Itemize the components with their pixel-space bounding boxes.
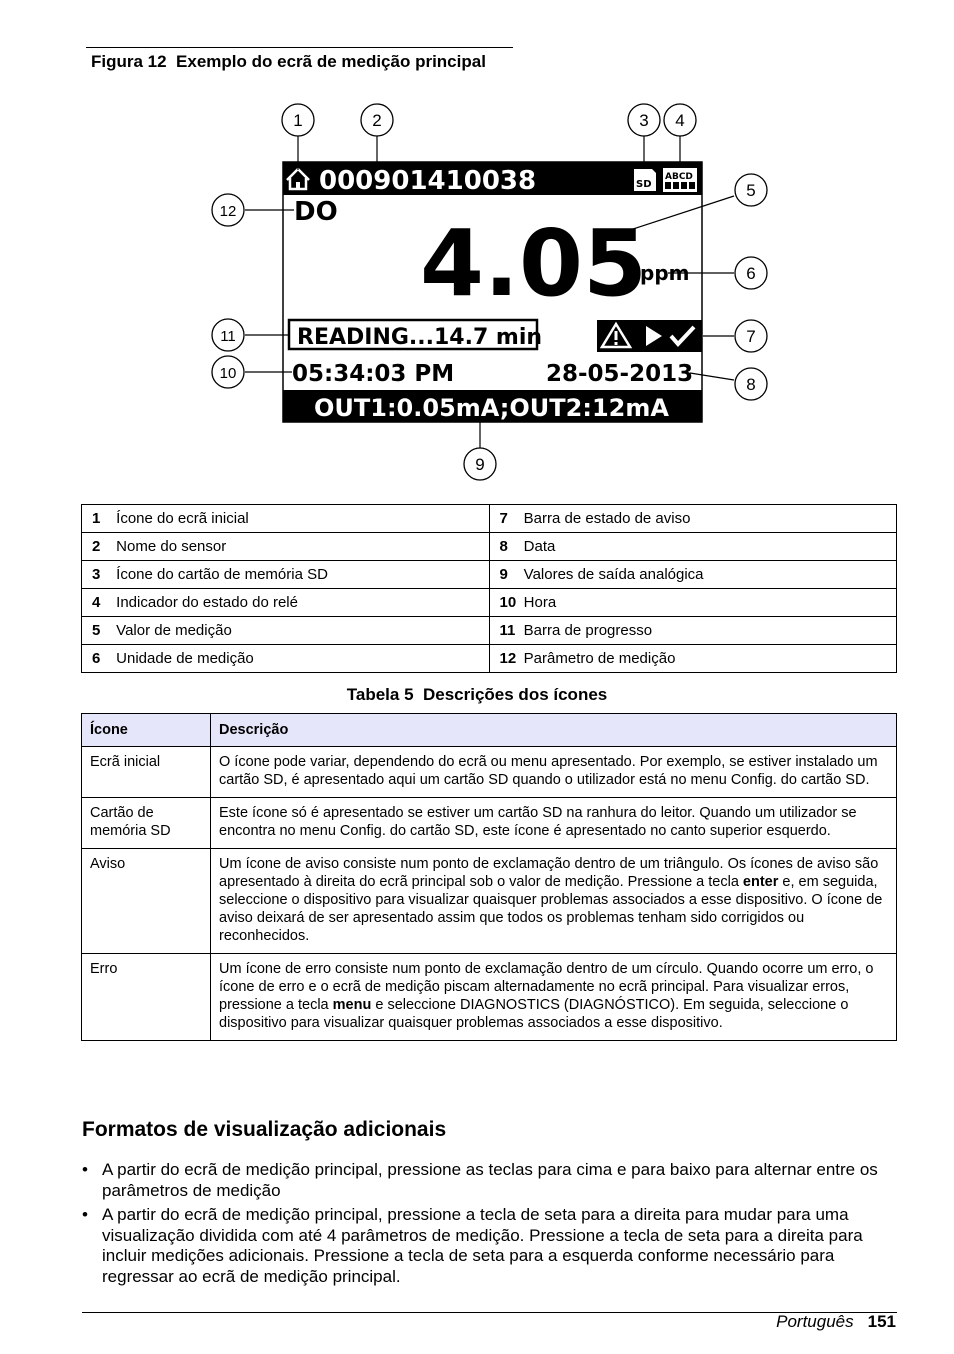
legend-num: 8 (499, 538, 508, 555)
legend-cell (82, 589, 490, 617)
legend-num: 4 (92, 594, 101, 611)
callout-3-label: 3 (639, 111, 649, 130)
callout-10-label: 10 (219, 365, 237, 382)
progress-text: READING...14.7 min (297, 325, 543, 350)
legend-num: 7 (499, 510, 508, 527)
legend-num: 9 (499, 566, 508, 583)
legend-cell (489, 533, 897, 561)
measurement-value: 4.05 (420, 210, 647, 317)
bullet-list (82, 1160, 882, 1291)
figure-caption-rule (86, 47, 513, 48)
legend-row (82, 561, 897, 589)
figure-caption (91, 52, 486, 72)
table-row (82, 849, 897, 954)
legend-cell (82, 533, 490, 561)
parameter-name: DO (294, 197, 338, 227)
sd-card-icon (634, 169, 656, 191)
legend-row (82, 617, 897, 645)
legend-cell (82, 645, 490, 673)
callout-8-label: 8 (746, 375, 756, 394)
callout-7-label: 7 (746, 327, 756, 346)
callout-1-label: 1 (293, 111, 303, 130)
legend-num: 2 (92, 538, 101, 555)
legend-row (82, 505, 897, 533)
column-header-icon: Ícone (82, 714, 211, 747)
description-key-name: enter (742, 874, 779, 890)
measurement-unit: ppm (640, 261, 690, 285)
legend-cell (489, 561, 897, 589)
legend-cell (82, 617, 490, 645)
legend-table (81, 504, 897, 673)
icon-name-cell: Ecrã inicial (82, 747, 211, 798)
legend-num: 10 (499, 594, 517, 611)
callout-5-label: 5 (746, 181, 756, 200)
description-key-name: menu (332, 997, 372, 1013)
section-title: Formatos de visualização adicionais (82, 1118, 447, 1141)
description-text: Um ícone de erro consiste num ponto de exclamação dentro de um círculo. Quando ocorre um erro, o ícone de erro e o ecrã de medição piscam alternadamente no ecrã principal. Para visualizar erros, pressione a tecla (219, 961, 874, 1013)
legend-num: 3 (92, 566, 101, 583)
measurement-screen-diagram (0, 90, 954, 490)
legend-cell (489, 589, 897, 617)
legend-text: Nome do sensor (116, 538, 227, 555)
table-row (82, 798, 897, 849)
page-footer (776, 1312, 896, 1332)
footer-language: Português (776, 1312, 854, 1331)
description-cell (211, 954, 897, 1041)
icon-name-cell: Erro (82, 954, 211, 1041)
legend-text: Unidade de medição (116, 650, 254, 667)
bullet-icon: • (82, 1205, 88, 1224)
legend-text: Indicador do estado do relé (116, 594, 298, 611)
icon-name-cell: Cartão de memória SD (82, 798, 211, 849)
legend-cell (82, 561, 490, 589)
callout-9-label: 9 (475, 455, 485, 474)
legend-num: 1 (92, 510, 101, 527)
relay-status-icon (663, 168, 697, 192)
legend-cell (489, 645, 897, 673)
relay-label: ABCD (665, 172, 693, 182)
legend-cell (489, 505, 897, 533)
legend-text: Barra de progresso (523, 622, 653, 639)
callout-12-label: 12 (219, 203, 237, 220)
callout-4-label: 4 (675, 111, 685, 130)
legend-row (82, 645, 897, 673)
legend-text: Data (523, 538, 556, 555)
legend-cell (489, 617, 897, 645)
bullet-icon: • (82, 1160, 88, 1179)
description-text: e seleccione DIAGNOSTICS (DIAGNÓSTICO). Em seguida, seleccione o dispositivo para visualizar quaisquer problemas associados a esse dispositivo. (219, 997, 849, 1031)
legend-row (82, 533, 897, 561)
list-item (82, 1205, 882, 1287)
screen-date: 28-05-2013 (546, 361, 694, 387)
analog-outputs: OUT1:0.05mA;OUT2:12mA (314, 394, 669, 422)
description-cell: Este ícone só é apresentado se estiver um cartão SD na ranhura do leitor. Quando um utilizador se encontra no menu Config. do cartão SD, este ícone é apresentado no canto superior esquerdo. (211, 798, 897, 849)
sensor-id: 000901410038 (319, 166, 537, 196)
table-caption-text: Descrições dos ícones (422, 685, 608, 704)
icon-name-cell: Aviso (82, 849, 211, 954)
legend-cell (82, 505, 490, 533)
list-item-text: A partir do ecrã de medição principal, pressione a tecla de seta para a direita para mudar para uma visualização dividida com até 4 parâmetros de medição. Pressione a tecla de seta para a direita para incluir medições adicionais. Pressione a tecla de seta para a esquerda conforme necessário para regressar ao ecrã de medição principal. (102, 1205, 863, 1286)
description-cell (211, 849, 897, 954)
legend-text: Ícone do ecrã inicial (116, 510, 249, 527)
sd-card-label: SD (636, 179, 652, 190)
legend-text: Parâmetro de medição (523, 650, 676, 667)
table-caption-label: Tabela 5 (346, 685, 414, 704)
legend-row (82, 589, 897, 617)
table-caption (0, 685, 954, 705)
callout-6-label: 6 (746, 264, 756, 283)
legend-text: Ícone do cartão de memória SD (116, 566, 328, 583)
legend-text: Valores de saída analógica (523, 566, 704, 583)
description-cell: O ícone pode variar, dependendo do ecrã ou menu apresentado. Por exemplo, se estiver instalado um cartão SD, é apresentado aqui um cartão SD quando o utilizador está no menu Config. do cartão SD. (211, 747, 897, 798)
legend-text: Barra de estado de aviso (523, 510, 691, 527)
callout-2-label: 2 (372, 111, 382, 130)
table-row (82, 954, 897, 1041)
list-item (82, 1160, 882, 1201)
figure-caption-text: Exemplo do ecrã de medição principal (176, 52, 486, 71)
legend-num: 11 (499, 622, 516, 639)
list-item-text: A partir do ecrã de medição principal, pressione as teclas para cima e para baixo para alternar entre os parâmetros de medição (102, 1160, 878, 1200)
legend-text: Hora (523, 594, 557, 611)
measurement-screen-figure (0, 90, 954, 490)
legend-num: 12 (499, 650, 517, 667)
callout-11-label: 11 (220, 328, 236, 345)
description-text: e, em seguida, seleccione o dispositivo para visualizar quaisquer problemas associados a esse dispositivo. O ícone de aviso deixará de ser apresentado assim que todos os problemas tenham sido corrigidos ou reconhecidos. (219, 874, 883, 944)
legend-num: 6 (92, 650, 101, 667)
column-header-description: Descrição (211, 714, 897, 747)
figure-caption-label: Figura 12 (91, 52, 167, 71)
legend-num: 5 (92, 622, 101, 639)
table-header-row (82, 714, 897, 747)
screen-time: 05:34:03 PM (292, 361, 455, 387)
table-row (82, 747, 897, 798)
description-text: Um ícone de aviso consiste num ponto de exclamação dentro de um triângulo. Os ícones de aviso são apresentado à direita do ecrã principal sob o valor de medição. Pressione a tecla (219, 856, 879, 890)
footer-rule (82, 1312, 897, 1313)
page-number: 151 (867, 1312, 896, 1331)
legend-text: Valor de medição (116, 622, 232, 639)
icon-descriptions-table (81, 713, 897, 1041)
